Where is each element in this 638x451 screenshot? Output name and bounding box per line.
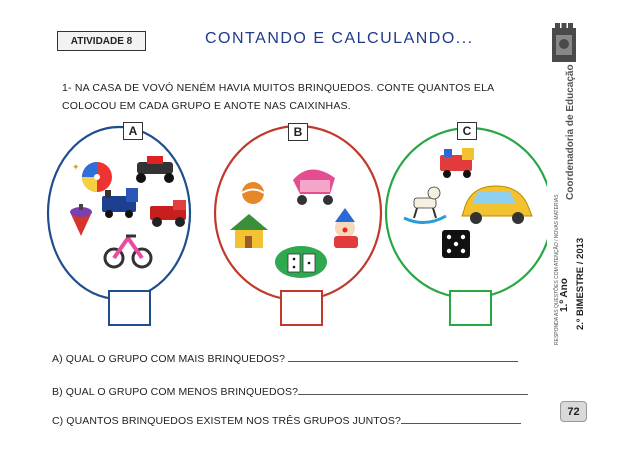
rocking-horse-icon xyxy=(404,187,446,223)
question-c xyxy=(52,413,521,427)
grade-label: 1.º Ano xyxy=(559,278,570,312)
group-a-answer-box[interactable] xyxy=(108,290,151,326)
question-c-answer-line[interactable] xyxy=(401,413,521,424)
instruction-line-2: COLOCOU EM CADA GRUPO E ANOTE NAS CAIXINHAS. xyxy=(62,100,351,112)
group-c-label: C xyxy=(457,122,477,140)
page-title: CONTANDO E CALCULANDO... xyxy=(205,30,474,47)
baby-carriage-icon xyxy=(293,169,335,205)
ball-icon xyxy=(242,182,264,204)
question-a-text: A) QUAL O GRUPO COM MAIS BRINQUEDOS? xyxy=(52,353,289,365)
coordination-label: Coordenadoria de Educação xyxy=(565,64,576,200)
instruction-line-1: 1- NA CASA DE VOVÓ NENÉM HAVIA MUITOS BRINQUEDOS. CONTE QUANTOS ELA xyxy=(62,82,495,94)
sidebar-small-text: RESPONDA AS QUESTÕES COM ATENÇÃO / NOVAS MATERIAS xyxy=(554,194,560,345)
beach-ball-icon xyxy=(72,162,112,192)
group-a-label: A xyxy=(123,122,143,140)
svg-text:✦: ✦ xyxy=(72,162,80,172)
question-b xyxy=(52,384,528,398)
toy-train-c-icon xyxy=(440,148,474,178)
activity-label: ATIVIDADE 8 xyxy=(70,35,133,47)
city-emblem-icon xyxy=(551,22,577,66)
race-car-icon xyxy=(136,156,174,183)
question-b-answer-line[interactable] xyxy=(298,384,528,395)
group-b-label: B xyxy=(288,123,308,141)
question-c-text: C) QUANTOS BRINQUEDOS EXISTEM NOS TRÊS GRUPOS JUNTOS? xyxy=(52,415,401,427)
page-number: 72 xyxy=(560,401,587,422)
toy-train-icon xyxy=(102,188,138,218)
domino-plate-icon xyxy=(275,246,327,278)
dice-icon xyxy=(442,230,470,258)
group-b-answer-box[interactable] xyxy=(280,290,323,326)
period-label: 2.º BIMESTRE / 2013 xyxy=(575,237,586,330)
tricycle-icon xyxy=(105,236,151,267)
sidebar xyxy=(547,0,638,451)
question-a xyxy=(52,351,518,365)
toy-house-icon xyxy=(230,214,268,248)
spinning-top-icon xyxy=(70,204,92,236)
red-truck-icon xyxy=(150,200,186,227)
question-a-answer-line[interactable] xyxy=(288,351,518,362)
question-b-text: B) QUAL O GRUPO COM MENOS BRINQUEDOS? xyxy=(52,386,299,398)
yellow-car-icon xyxy=(462,186,532,224)
group-c-answer-box[interactable] xyxy=(449,290,492,326)
clown-doll-icon xyxy=(334,208,358,248)
